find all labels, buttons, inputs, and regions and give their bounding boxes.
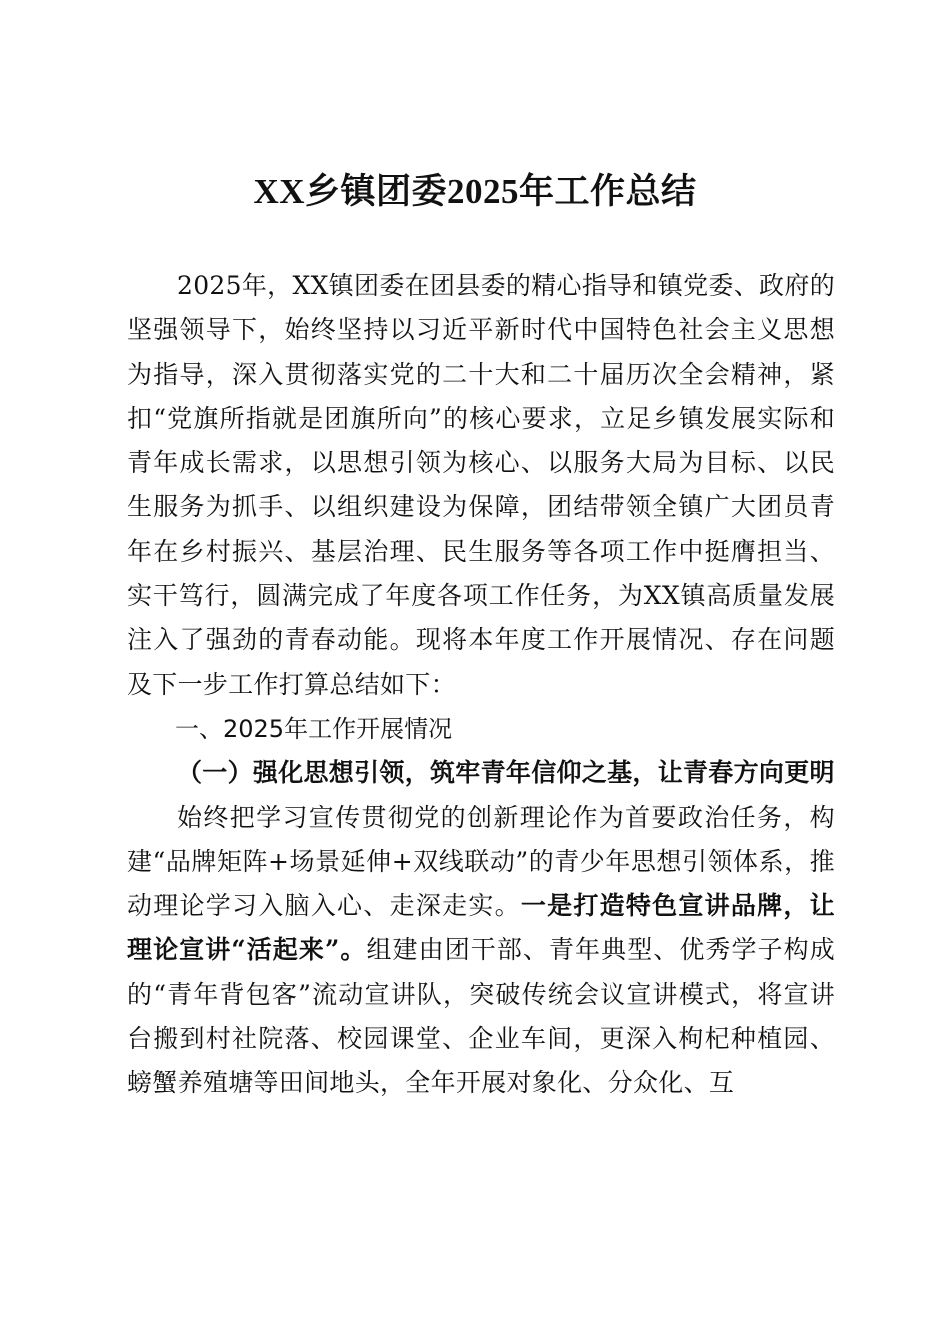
subsection-heading-1: （一）强化思想引领，筑牢青年信仰之基，让青春方向更明 xyxy=(177,758,835,788)
document-body xyxy=(127,264,835,1106)
paragraph-text-after: 组建由团干部、青年典型、优秀学子构成的“青年背包客”流动宣讲队，突破传统会议宣讲模式，将宣讲台搬到村社院落、校园课堂、企业车间，更深入枸杞种植园、螃蟹养殖塘等田间地头，全年开展对象化、分众化、互 xyxy=(127,935,835,1098)
section-heading-1: 一、2025年工作开展情况 xyxy=(175,714,453,743)
intro-paragraph: 2025年，XX镇团委在团县委的精心指导和镇党委、政府的坚强领导下，始终坚持以习近平新时代中国特色社会主义思想为指导，深入贯彻落实党的二十大和二十届历次全会精神，紧扣“党旗所指就是团旗所向”的核心要求，立足乡镇发展实际和青年成长需求，以思想引领为核心、以服务大局为目标、以民生服务为抓手、以组织建设为保障，团结带领全镇广大团员青年在乡村振兴、基层治理、民生服务等各项工作中挺膺担当、实干笃行，圆满完成了年度各项工作任务，为XX镇高质量发展注入了强劲的青春动能。现将本年度工作开展情况、存在问题及下一步工作打算总结如下： xyxy=(127,271,835,699)
document-title: XX乡镇团委2025年工作总结 xyxy=(253,172,697,211)
paragraph-bold-point: 一是打造特色宣讲品牌，让理论宣讲“活起来”。 xyxy=(127,891,835,965)
paragraph-text-before: 始终把学习宣传贯彻党的创新理论作为首要政治任务，构建“品牌矩阵+场景延伸+双线联动”的青少年思想引领体系，推动理论学习入脑入心、走深走实。 xyxy=(127,802,835,921)
subsection-paragraph-1 xyxy=(127,796,835,1106)
